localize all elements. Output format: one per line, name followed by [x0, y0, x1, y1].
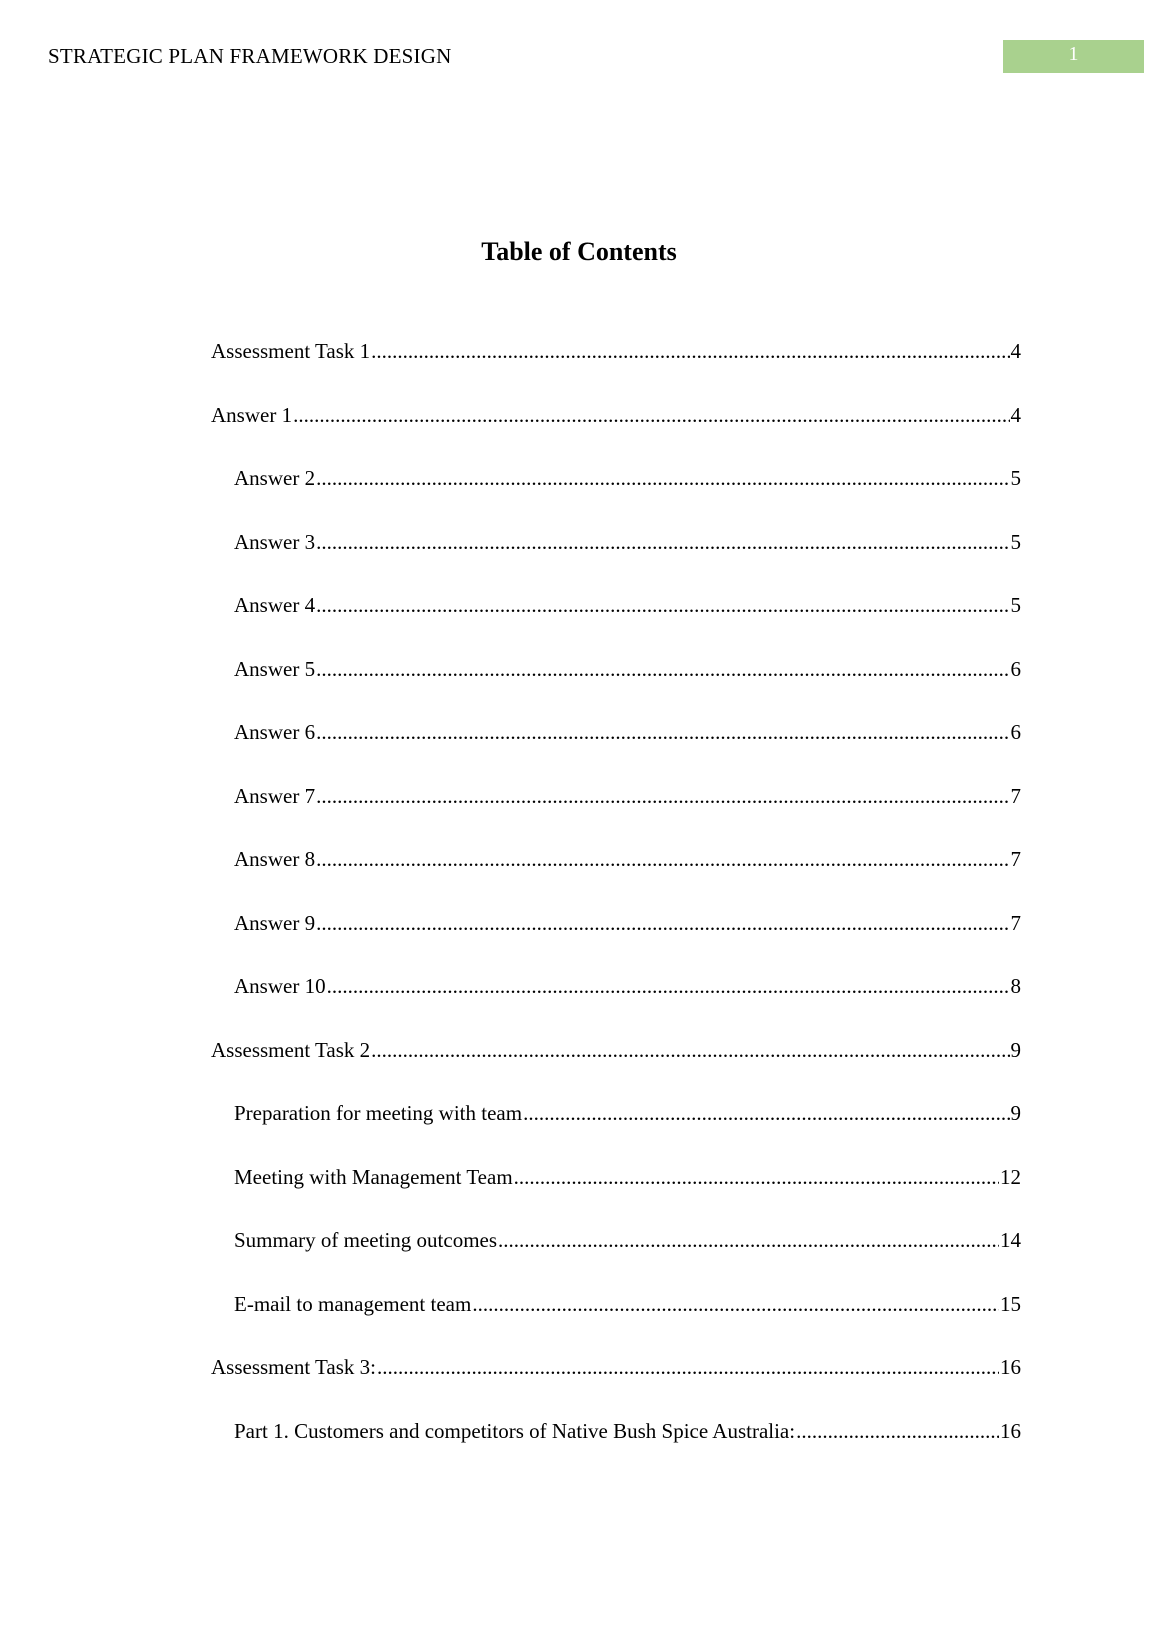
toc-entry-page: 7: [1010, 847, 1021, 871]
running-header-title: STRATEGIC PLAN FRAMEWORK DESIGN: [48, 44, 452, 68]
toc-dot-leader: [371, 1036, 1009, 1064]
toc-entry[interactable]: [211, 1099, 1021, 1163]
toc-dot-leader: [523, 1099, 1009, 1127]
toc-dot-leader: [498, 1226, 999, 1254]
toc-dot-leader: [796, 1417, 999, 1445]
toc-dot-leader: [316, 718, 1009, 746]
toc-entry[interactable]: [211, 655, 1021, 719]
toc-entry-label: Answer 1: [211, 402, 293, 427]
toc-dot-leader: [316, 464, 1009, 492]
toc-entry-label: Answer 10: [234, 974, 326, 998]
toc-entry-page: 9: [1010, 1101, 1021, 1125]
toc-entry[interactable]: [211, 972, 1021, 1036]
toc-entry-label: Answer 8: [234, 847, 316, 871]
toc-entry[interactable]: [211, 591, 1021, 655]
page-number-badge: 1: [1003, 40, 1144, 73]
toc-dot-leader: [377, 1353, 999, 1381]
toc-entry[interactable]: [211, 1226, 1021, 1290]
toc-entry[interactable]: [211, 337, 1021, 401]
toc-entry-label: Answer 4: [234, 593, 316, 617]
toc-entry-page: 12: [1000, 1164, 1021, 1189]
toc-dot-leader: [472, 1290, 999, 1318]
toc-dot-leader: [316, 909, 1009, 937]
toc-entry-label: Answer 5: [234, 656, 316, 681]
toc-entry-page: 4: [1010, 402, 1021, 427]
toc-entry-page: 6: [1010, 720, 1021, 744]
toc-entry-label: Assessment Task 3:: [211, 1355, 376, 1379]
toc-entry[interactable]: [211, 909, 1021, 973]
toc-entry-page: 6: [1010, 656, 1021, 681]
toc-entry-page: 7: [1010, 910, 1021, 935]
table-of-contents: [211, 337, 1021, 1480]
toc-entry-label: Summary of meeting outcomes: [234, 1228, 498, 1252]
toc-entry-label: Answer 2: [234, 466, 316, 490]
toc-entry[interactable]: [211, 1417, 1021, 1481]
toc-dot-leader: [316, 528, 1009, 556]
toc-entry-label: Assessment Task 1: [211, 339, 371, 363]
toc-entry-page: 14: [1000, 1228, 1021, 1252]
toc-entry[interactable]: [211, 1353, 1021, 1417]
toc-entry-label: Answer 3: [234, 529, 316, 554]
toc-dot-leader: [316, 655, 1009, 683]
toc-entry-page: 4: [1010, 339, 1021, 363]
toc-entry-page: 5: [1010, 466, 1021, 490]
toc-dot-leader: [316, 845, 1009, 873]
toc-entry-label: Answer 9: [234, 910, 316, 935]
toc-entry-label: Part 1. Customers and competitors of Native Bush Spice Australia:: [234, 1418, 796, 1443]
toc-entry[interactable]: [211, 1036, 1021, 1100]
toc-entry-label: Answer 7: [234, 783, 316, 808]
toc-entry-page: 9: [1010, 1037, 1021, 1062]
toc-entry-page: 15: [1000, 1291, 1021, 1316]
toc-entry-label: Assessment Task 2: [211, 1037, 371, 1062]
toc-title: Table of Contents: [481, 237, 677, 266]
toc-entry[interactable]: [211, 401, 1021, 465]
toc-entry[interactable]: [211, 464, 1021, 528]
toc-entry-label: E-mail to management team: [234, 1291, 472, 1316]
toc-entry[interactable]: [211, 1290, 1021, 1354]
toc-entry-label: Preparation for meeting with team: [234, 1101, 523, 1125]
toc-entry[interactable]: [211, 528, 1021, 592]
toc-entry-page: 5: [1010, 529, 1021, 554]
toc-entry-page: 16: [1000, 1355, 1021, 1379]
toc-entry-page: 5: [1010, 593, 1021, 617]
toc-entry[interactable]: [211, 718, 1021, 782]
toc-dot-leader: [316, 591, 1009, 619]
toc-dot-leader: [514, 1163, 999, 1191]
toc-entry-label: Answer 6: [234, 720, 316, 744]
toc-dot-leader: [371, 337, 1009, 365]
toc-entry-label: Meeting with Management Team: [234, 1164, 513, 1189]
toc-entry[interactable]: [211, 1163, 1021, 1227]
toc-dot-leader: [327, 972, 1010, 1000]
toc-entry[interactable]: [211, 845, 1021, 909]
toc-entry-page: 7: [1010, 783, 1021, 808]
toc-dot-leader: [293, 401, 1009, 429]
toc-entry[interactable]: [211, 782, 1021, 846]
toc-entry-page: 16: [1000, 1418, 1021, 1443]
toc-entry-page: 8: [1010, 974, 1021, 998]
toc-dot-leader: [316, 782, 1009, 810]
